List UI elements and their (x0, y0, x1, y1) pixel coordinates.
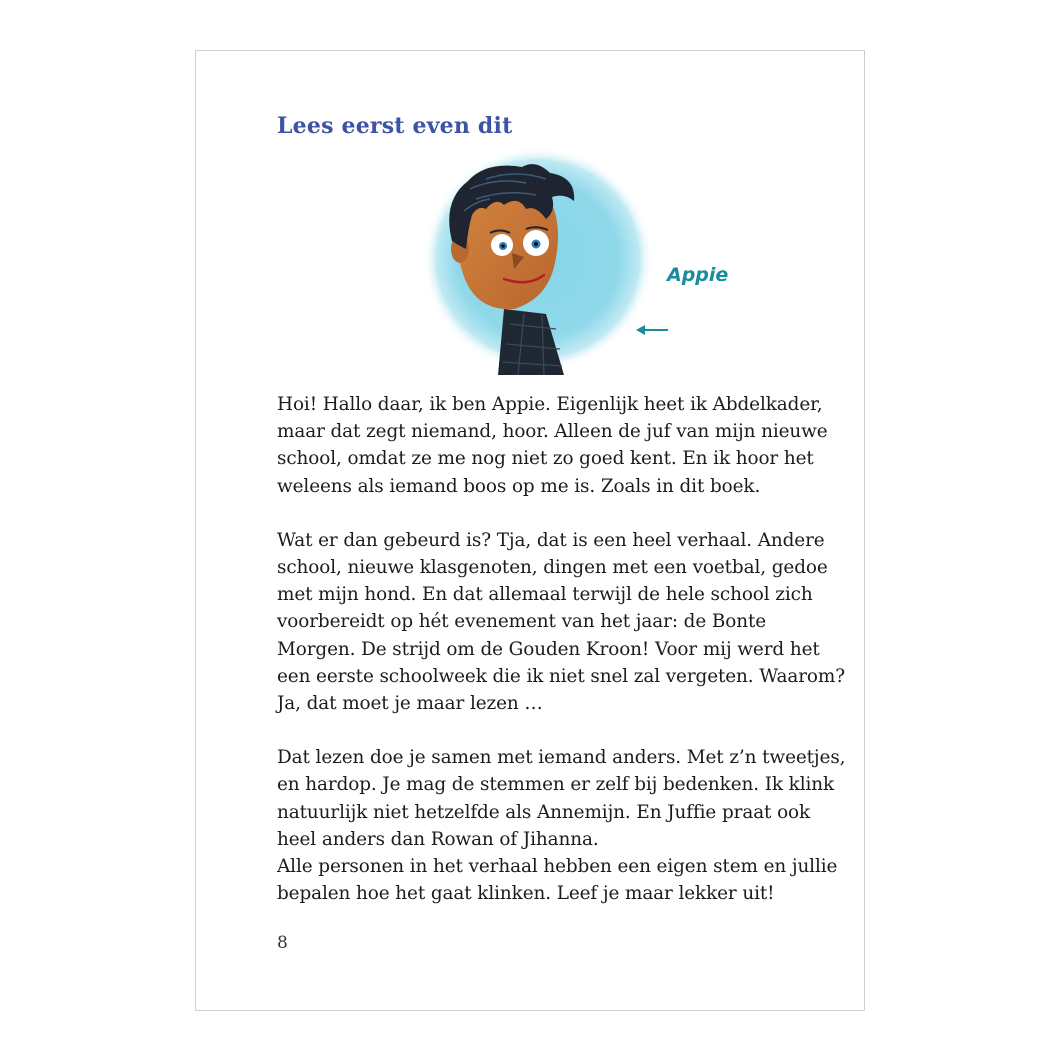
text-line: voorbereidt op hét evenement van het jaar: de Bonte (277, 611, 767, 633)
text-line: Wat er dan gebeurd is? Tja, dat is een heel verhaal. Andere (277, 529, 825, 551)
text-line: Dat lezen doe je samen met iemand anders. Met z’n tweetjes, (277, 747, 846, 769)
text-line: heel anders dan Rowan of Jihanna. (277, 828, 599, 850)
paragraph (277, 527, 845, 717)
text-line: natuurlijk niet hetzelfde als Annemijn. En Juffie praat ook (277, 801, 811, 823)
text-line: met mijn hond. En dat allemaal terwijl de hele school zich (277, 584, 813, 606)
text-line: Ja, dat moet je maar lezen … (277, 693, 543, 715)
text-line: Hoi! Hallo daar, ik ben Appie. Eigenlijk heet ik Abdelkader, (277, 394, 823, 415)
text-line: school, nieuwe klasgenoten, dingen met een voetbal, gedoe (277, 557, 828, 579)
label-arrow (636, 325, 668, 335)
page-title: Lees eerst even dit (277, 113, 513, 139)
page-number: 8 (277, 933, 288, 953)
text-line: school, omdat ze me nog niet zo goed kent. En ik hoor het (277, 448, 814, 470)
text-line: en hardop. Je mag de stemmen er zelf bij bedenken. Ik klink (277, 774, 835, 796)
character-label: Appie (667, 264, 729, 286)
text-line: bepalen hoe het gaat klinken. Leef je maar lekker uit! (277, 883, 775, 905)
text-line: een eerste schoolweek die ik niet snel zal vergeten. Waarom? (277, 665, 845, 687)
text-line: Alle personen in het verhaal hebben een eigen stem en jullie (277, 856, 838, 878)
body-text (277, 391, 846, 907)
text-line: weleens als iemand boos op me is. Zoals in dit boek. (277, 475, 761, 497)
text-line: maar dat zegt niemand, hoor. Alleen de juf van mijn nieuwe (277, 421, 828, 443)
book-page (195, 50, 865, 1011)
paragraph (277, 744, 846, 907)
paragraph (277, 391, 828, 500)
text-line: Morgen. De strijd om de Gouden Kroon! Voor mij werd het (277, 638, 820, 660)
